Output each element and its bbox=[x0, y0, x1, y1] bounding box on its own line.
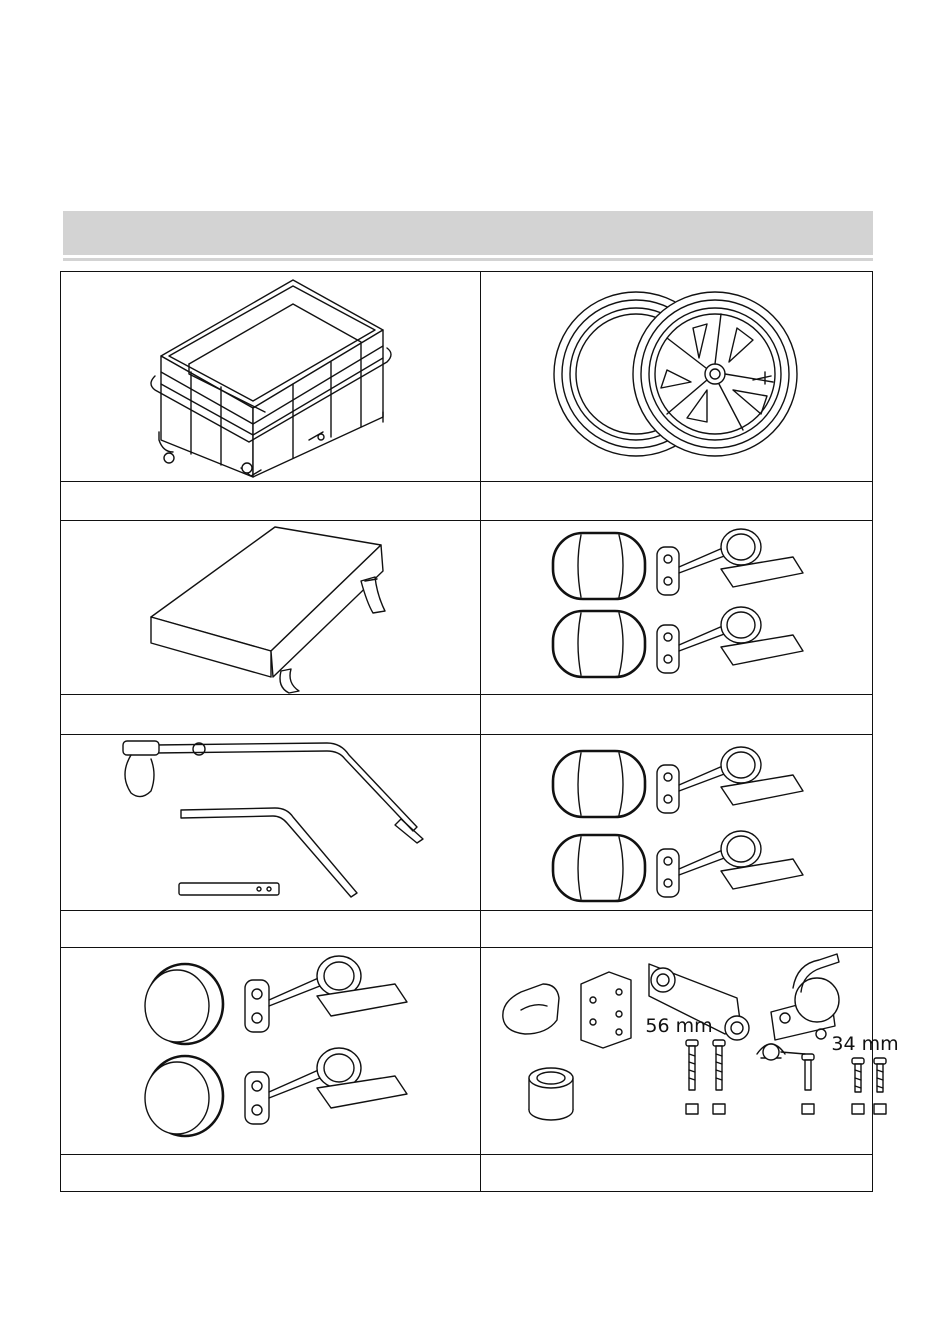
grid-divider bbox=[61, 910, 872, 911]
part-cell-tow-bar bbox=[61, 735, 480, 910]
part-cell-cargo-box bbox=[61, 272, 480, 481]
part-cell-reflector-set-white bbox=[481, 521, 874, 694]
mounting-bracket-icon bbox=[581, 972, 631, 1048]
side-reflector-set-icon bbox=[481, 521, 874, 694]
long-bolt-length-label: 56 mm bbox=[645, 1015, 713, 1037]
grid-divider bbox=[61, 1154, 872, 1155]
part-cell-reflector-set-red bbox=[481, 735, 874, 910]
short-bolt-length-label: 34 mm bbox=[831, 1033, 899, 1055]
wheel-pair-icon bbox=[481, 272, 874, 481]
long-bolt-icon bbox=[713, 1040, 725, 1114]
parts-grid bbox=[60, 271, 899, 1192]
round-reflector-set-icon bbox=[61, 948, 480, 1154]
hitch-hardware-kit-icon bbox=[481, 948, 899, 1154]
grid-divider bbox=[61, 481, 872, 482]
part-cell-hitch-hardware bbox=[481, 948, 899, 1154]
section-header-bar bbox=[63, 211, 873, 255]
short-bolt-icon bbox=[874, 1058, 886, 1114]
quick-release-pin-icon bbox=[757, 1044, 814, 1114]
grid-divider bbox=[61, 694, 872, 695]
tow-bar-icon bbox=[61, 735, 480, 910]
part-cell-cushion bbox=[61, 521, 480, 694]
part-cell-round-reflectors bbox=[61, 948, 480, 1154]
long-bolt-icon bbox=[686, 1040, 698, 1114]
seat-cushion-icon bbox=[61, 521, 480, 694]
section-header-rule bbox=[63, 258, 873, 261]
side-reflector-set-icon bbox=[481, 735, 874, 910]
part-cell-wheels bbox=[481, 272, 874, 481]
short-bolt-icon bbox=[852, 1058, 864, 1114]
cargo-box-icon bbox=[61, 272, 480, 481]
rubber-pad-icon bbox=[503, 984, 559, 1034]
